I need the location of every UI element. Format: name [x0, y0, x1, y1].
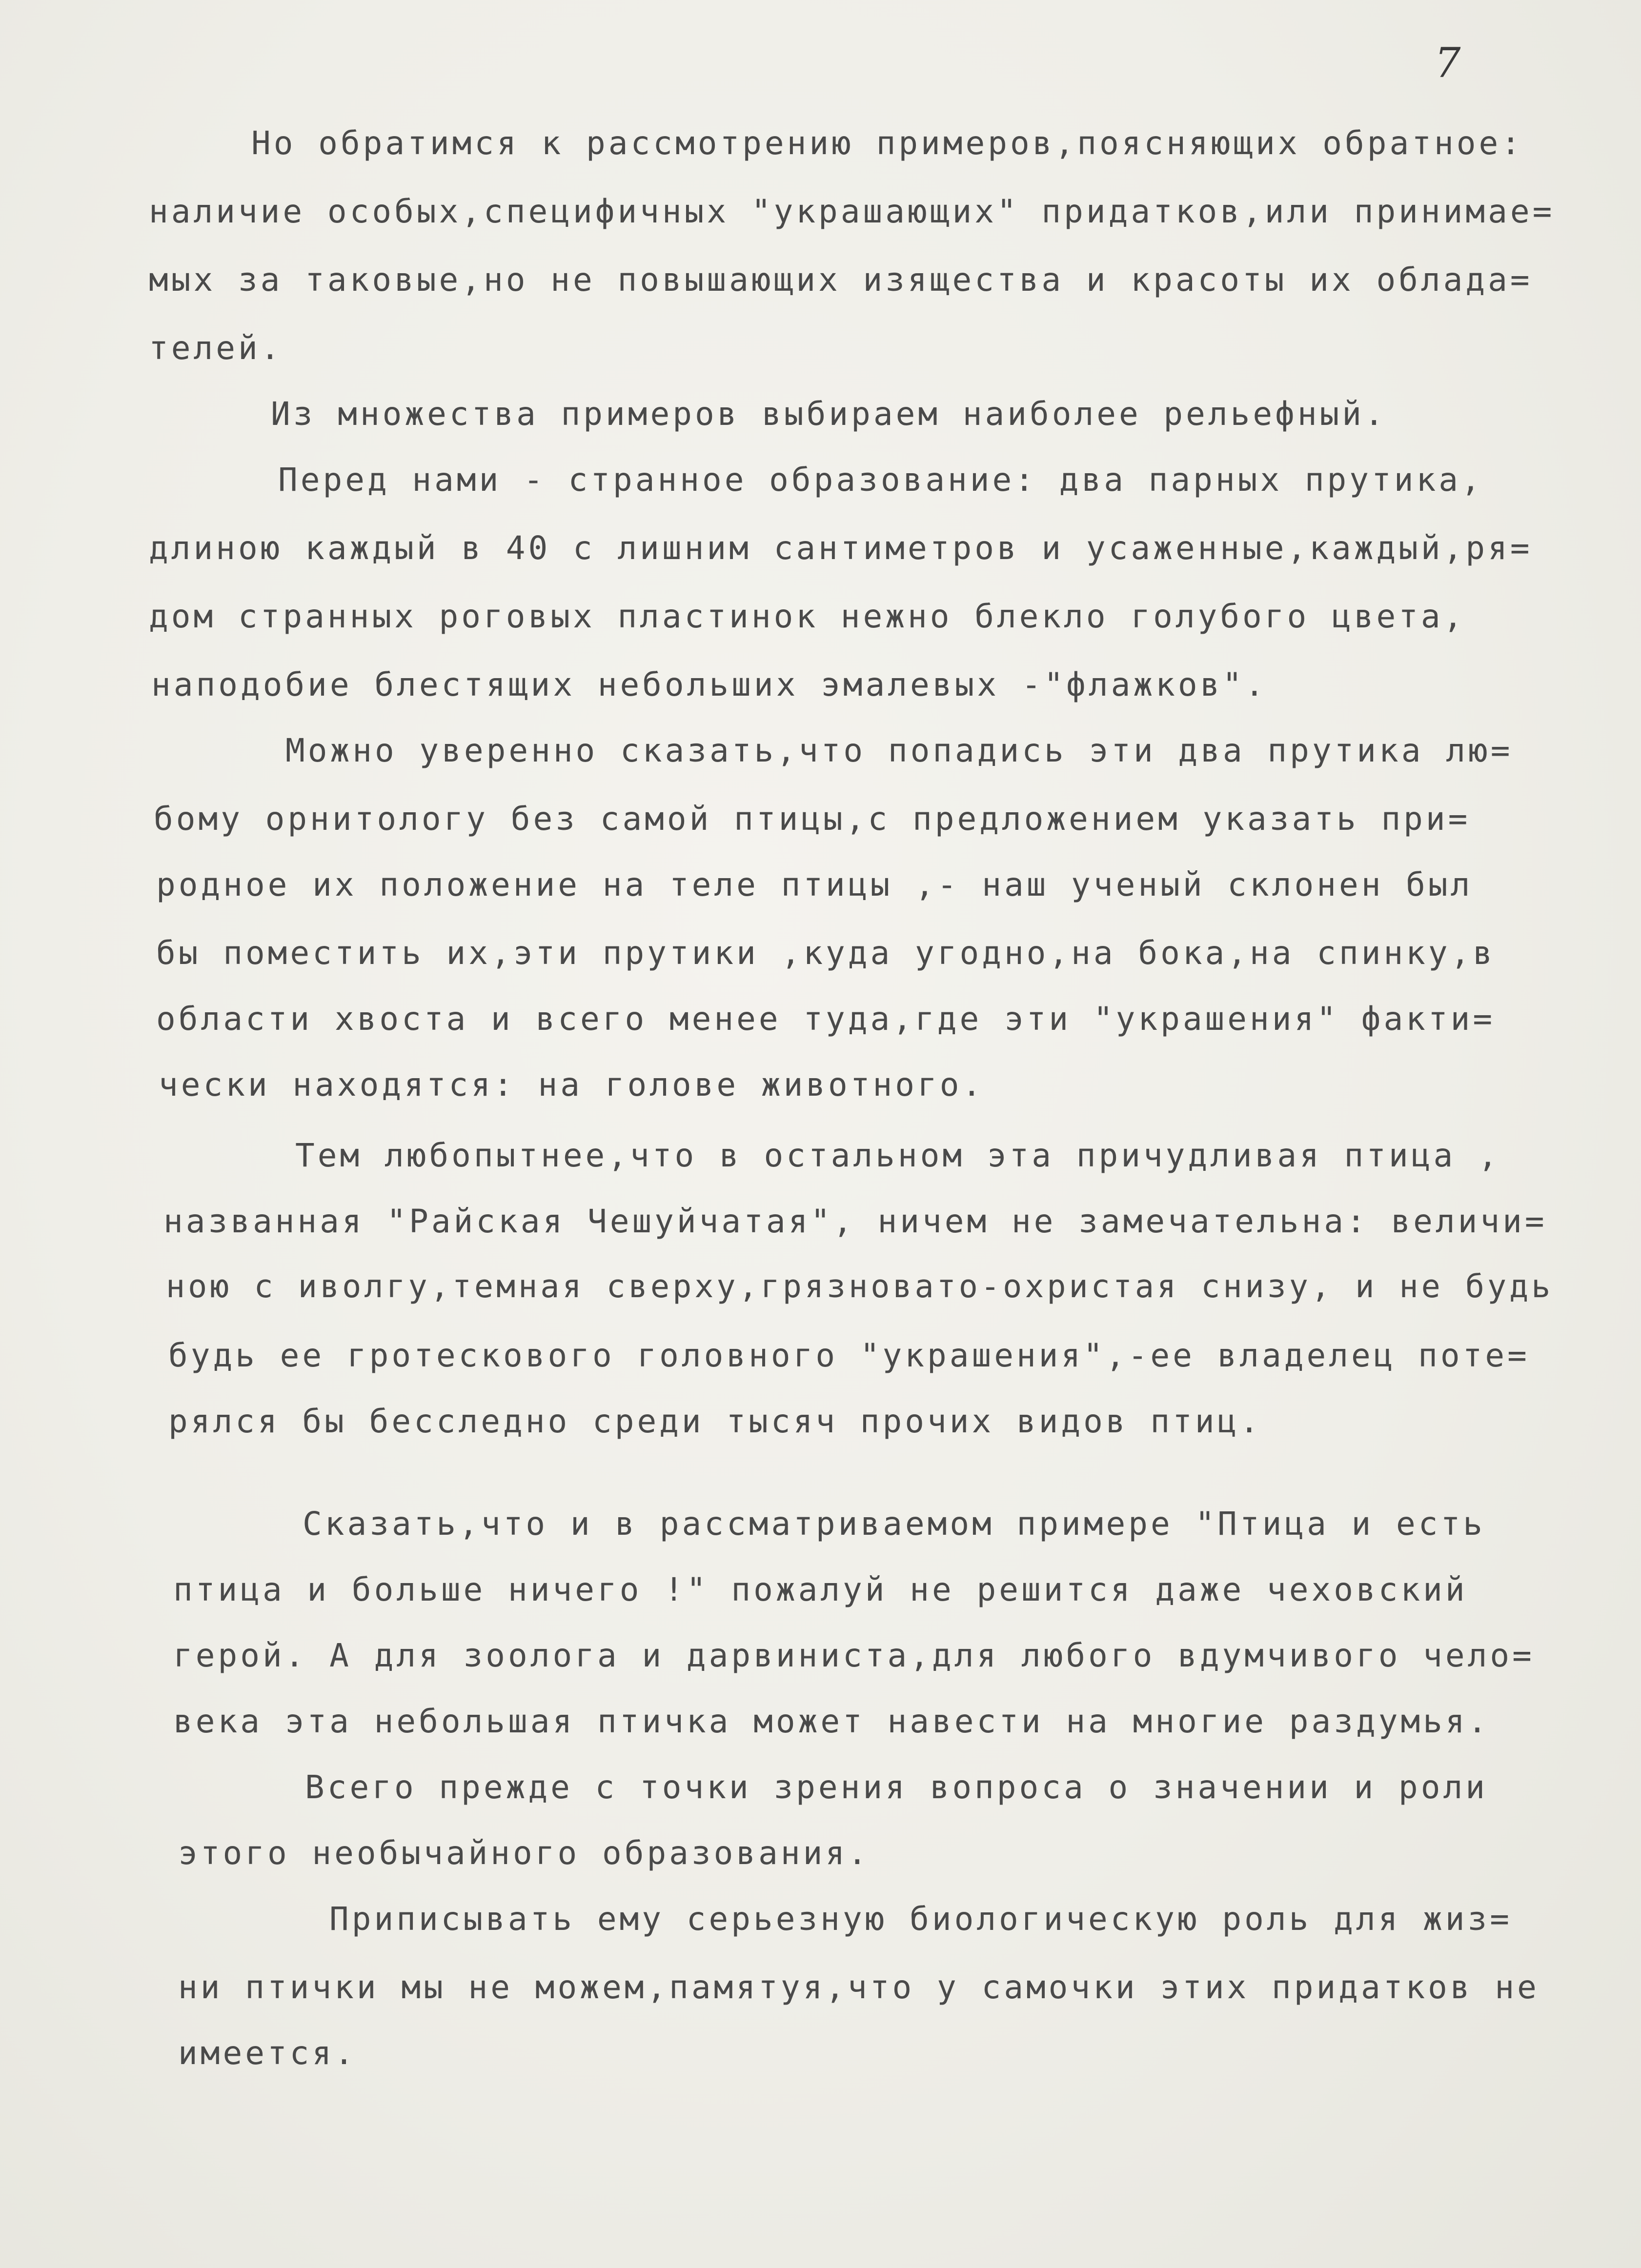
text-line: мых за таковые,но не повышающих изящества и красоты их облада=: [149, 261, 1533, 299]
text-line: Из множества примеров выбираем наиболее рельефный.: [271, 395, 1387, 433]
text-line: будь ее гротескового головного "украшения",-ее владелец поте=: [168, 1337, 1530, 1374]
text-line: наподобие блестящих небольших эмалевых -"флажков".: [151, 666, 1267, 703]
text-line: Можно уверенно сказать,что попадись эти два прутика лю=: [285, 732, 1513, 769]
text-line: названная "Райская Чешуйчатая", ничем не замечательна: величи=: [163, 1203, 1547, 1240]
text-line: родное их положение на теле птицы ,- наш ученый склонен был: [156, 866, 1473, 903]
text-line: телей.: [149, 329, 283, 367]
text-line: ною с иволгу,темная сверху,грязновато-охристая снизу, и не будь: [166, 1268, 1554, 1305]
text-line: Но обратимся к рассмотрению примеров,поясняющих обратное:: [251, 124, 1523, 162]
page-number: 7: [1435, 39, 1461, 87]
text-line: наличие особых,специфичных "украшающих" придатков,или принимае=: [149, 193, 1555, 230]
text-line: длиною каждый в 40 с лишним сантиметров и усаженные,каждый,ря=: [149, 529, 1533, 567]
text-line: герой. А для зоолога и дарвиниста,для любого вдумчивого чело=: [173, 1637, 1535, 1674]
text-line: имеется.: [178, 2034, 357, 2072]
text-line: Всего прежде с точки зрения вопроса о значении и роли: [305, 1768, 1488, 1806]
text-line: этого необычайного образования.: [178, 1834, 870, 1872]
text-line: рялся бы бесследно среди тысяч прочих видов птиц.: [168, 1403, 1262, 1440]
text-line: области хвоста и всего менее туда,где эти "украшения" факти=: [156, 1000, 1496, 1038]
text-line: бы поместить их,эти прутики ,куда угодно,на бока,на спинку,в: [156, 934, 1496, 972]
text-line: Приписывать ему серьезную биологическую роль для жиз=: [329, 1900, 1512, 1938]
text-line: бому орнитологу без самой птицы,с предложением указать при=: [154, 800, 1471, 838]
text-line: дом странных роговых пластинок нежно блекло голубого цвета,: [149, 598, 1466, 635]
text-line: Тем любопытнее,что в остальном эта причудливая птица ,: [295, 1137, 1500, 1174]
text-line: птица и больше ничего !" пожалуй не решится даже чеховский: [173, 1571, 1468, 1608]
text-line: Сказать,что и в рассматриваемом примере "Птица и есть: [303, 1505, 1485, 1543]
text-line: Перед нами - странное образование: два парных прутика,: [278, 461, 1483, 499]
text-line: ни птички мы не можем,памятуя,что у самочки этих придатков не: [178, 1968, 1540, 2006]
text-line: века эта небольшая птичка может навести на многие раздумья.: [173, 1703, 1490, 1740]
text-line: чески находятся: на голове животного.: [159, 1066, 985, 1104]
